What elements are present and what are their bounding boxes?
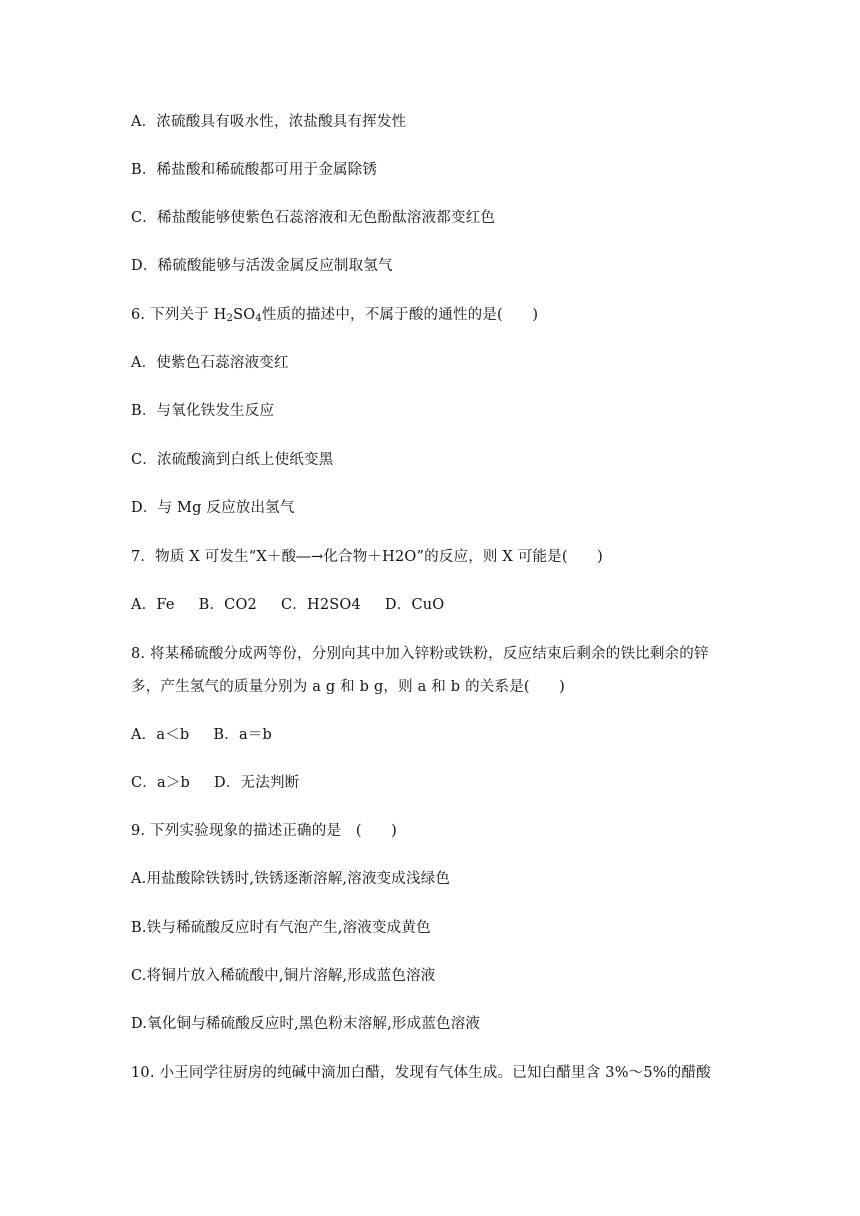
q8-option-c: C．a＞b (131, 775, 191, 791)
q6-option-d: D．与 Mg 反应放出氢气 (131, 500, 295, 516)
q10-stem-line1: 10. 小王同学往厨房的纯碱中滴加白醋，发现有气体生成。已知白醋里含 3%～5%的醋酸 (131, 1065, 711, 1081)
q8-option-b: B．a＝b (213, 727, 272, 743)
q8-stem-line2: 多，产生氢气的质量分别为 a g 和 b g，则 a 和 b 的关系是( ) (131, 679, 566, 695)
q8-option-a: A．a＜b (131, 727, 190, 743)
q7-option-d: D．CuO (384, 597, 445, 613)
q5-option-a: A．浓硫酸具有吸水性，浓盐酸具有挥发性 (131, 114, 407, 130)
q7-option-b: B．CO2 (198, 597, 257, 613)
q9-option-a: A.用盐酸除铁锈时,铁锈逐渐溶解,溶液变成浅绿色 (131, 871, 451, 887)
q9-option-d: D.氧化铜与稀硫酸反应时,黑色粉末溶解,形成蓝色溶液 (131, 1016, 481, 1032)
q8-option-d: D．无法判断 (214, 775, 300, 791)
q6-stem (131, 305, 741, 325)
q8-options-row1 (131, 725, 741, 745)
q6-stem-prefix: 6. 下列关于 H (131, 307, 227, 323)
q8-stem-line1: 8. 将某稀硫酸分成两等份，分别向其中加入锌粉或铁粉，反应结束后剩余的铁比剩余的锌 (131, 646, 709, 662)
q7-option-a: A．Fe (131, 597, 175, 613)
q6-option-c: C．浓硫酸滴到白纸上使纸变黑 (131, 452, 334, 468)
q6-stem-sub2: 4 (255, 313, 262, 324)
q6-stem-suffix: 性质的描述中，不属于酸的通性的是( ) (261, 307, 539, 323)
q5-option-c: C．稀盐酸能够使紫色石蕊溶液和无色酚酞溶液都变红色 (131, 210, 496, 226)
q9-option-b: B.铁与稀硫酸反应时有气泡产生,溶液变成黄色 (131, 920, 431, 936)
q9-option-c: C.将铜片放入稀硫酸中,铜片溶解,形成蓝色溶液 (131, 968, 436, 984)
q6-stem-mid: SO (233, 307, 256, 323)
q5-option-b: B．稀盐酸和稀硫酸都可用于金属除锈 (131, 162, 378, 178)
q5-option-d: D．稀硫酸能够与活泼金属反应制取氢气 (131, 258, 393, 274)
q6-option-b: B．与氧化铁发生反应 (131, 403, 275, 419)
q6-option-a: A．使紫色石蕊溶液变红 (131, 355, 289, 371)
q9-stem: 9. 下列实验现象的描述正确的是 ( ) (131, 823, 397, 839)
q7-option-c: C．H2SO4 (281, 597, 361, 613)
q8-options-row2 (131, 773, 741, 793)
q7-stem: 7．物质 X 可发生“X＋酸―→化合物＋H2O”的反应，则 X 可能是( ) (131, 549, 603, 565)
q6-stem-sub1: 2 (226, 313, 234, 324)
q7-options (131, 595, 741, 615)
